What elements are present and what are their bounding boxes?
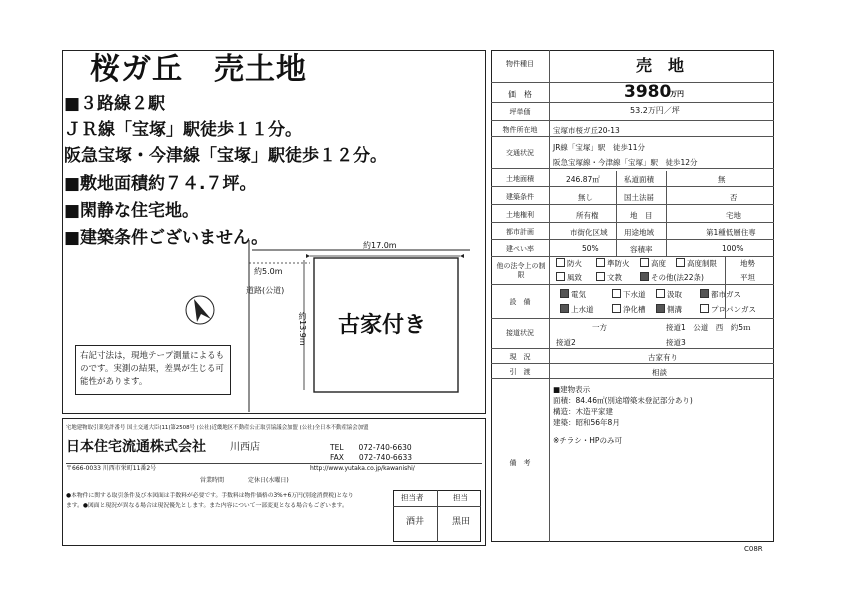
label-handover: 引 渡	[509, 368, 531, 376]
value-far: 100%	[722, 244, 744, 253]
label-chimoku: 地 目	[630, 211, 653, 220]
company-url: http://www.yutaka.co.jp/kawanishi/	[310, 465, 415, 472]
value-coverage: 50%	[582, 244, 599, 253]
flyer-line-nocond: ■建築条件ございません。	[64, 228, 269, 248]
label-zoning: 用途地域	[624, 228, 654, 237]
map-road-label: 道路(公道)	[246, 286, 285, 295]
facility-propane[interactable]: プロパンガス	[700, 304, 756, 315]
value-property-type: 売 地	[636, 56, 685, 75]
flyer-line-quiet: ■閑静な住宅地。	[64, 201, 200, 221]
flyer-title: 桜ガ丘 売土地	[90, 52, 307, 87]
value-location: 宝塚市桜ガ丘20-13	[553, 126, 620, 135]
value-road-cond-1: 接道1 公道 西 約5ｍ	[666, 323, 751, 332]
label-traffic: 交通状況	[506, 149, 534, 157]
table-inner-divider-a	[616, 171, 617, 257]
company-fax: FAX 072-740-6633	[330, 453, 413, 462]
value-handover: 相談	[652, 368, 667, 377]
staff-name-2: 黒田	[452, 517, 471, 527]
facility-city-gas[interactable]: 都市ガス	[700, 289, 741, 300]
value-road-cond-3: 接道3	[666, 338, 686, 347]
legal-item-kodo[interactable]: 高度	[640, 258, 666, 269]
remarks-built: 建築：昭和56年8月	[553, 418, 620, 427]
value-private-road: 無	[718, 175, 726, 184]
value-land-rights: 否	[730, 193, 738, 202]
value-road-cond-2: 接道2	[556, 338, 576, 347]
company-divider	[66, 463, 482, 464]
legal-item-bunkyo[interactable]: 文教	[596, 272, 622, 283]
map-depth-label: 約13.9m	[298, 312, 307, 346]
label-road-cond: 接道状況	[506, 329, 534, 337]
label-price: 価 格	[508, 90, 532, 99]
label-private-road: 私道面積	[624, 175, 654, 184]
value-traffic-hankyu: 阪急宝塚線・今津線「宝塚」駅 徒歩12分	[553, 158, 698, 167]
flyer-line-area: ■敷地面積約７４.７坪。	[64, 174, 257, 194]
company-disclaimer: ●本物件に関する取引条件及び本図面は手数料が必要です。手数料は物件価格の3%+6万円(別途消費税)となります。●図面と現況が異なる場合は現況優先とします。また内容について一部変更となる場合もございます。	[66, 493, 354, 509]
value-chimoku: 宅地	[726, 211, 741, 220]
table-inner-divider-b	[666, 171, 667, 257]
value-building-cond: 無し	[578, 193, 593, 202]
remarks-building: ■建物表示	[553, 385, 591, 394]
flyer-line-hankyu: 阪急宝塚・今津線「宝塚」駅徒歩１２分。	[64, 146, 387, 166]
label-far: 容積率	[630, 245, 653, 254]
staff-row-divider	[393, 506, 481, 507]
label-tsubo: 坪単価	[509, 108, 531, 116]
label-land-area: 土地面積	[506, 175, 534, 183]
label-legal: 他の法令上の制限	[496, 262, 546, 279]
label-land-title: 土地権利	[506, 211, 534, 219]
label-location: 物件所在地	[502, 126, 538, 134]
label-terrain: 地勢	[740, 259, 755, 268]
legal-item-junboka[interactable]: 準防火	[596, 258, 630, 269]
value-tsubo: 53.2万円／坪	[630, 106, 680, 115]
map-house-label: 古家付き	[338, 313, 427, 338]
facility-sewer[interactable]: 下水道	[612, 289, 646, 300]
value-land-title: 所有権	[576, 211, 599, 220]
document-code: C08R	[744, 545, 763, 553]
map-width-label: 約17.0m	[363, 241, 397, 250]
map-road-width: 約5.0m	[254, 267, 283, 276]
label-city-plan: 都市計画	[506, 228, 534, 236]
label-property-type: 物件種目	[506, 60, 534, 68]
label-building-cond: 建築条件	[506, 193, 534, 201]
value-current: 古家有り	[648, 353, 678, 362]
company-license: 宅地建物取引業免許番号 国土交通大臣(11)第2508号 (公社)近畿地区不動産公正取引協議会加盟 (公社)全日本不動産協会加盟	[66, 425, 369, 431]
facility-kumitori[interactable]: 汲取	[656, 289, 682, 300]
staff-col-divider	[437, 490, 438, 542]
value-price: 3980	[624, 82, 672, 102]
company-postal: 〒666-0033 川西市栄町11番2号	[66, 465, 157, 472]
flyer-line-routes: ■３路線２駅	[64, 94, 166, 114]
remarks-structure: 構造：木造平家建	[553, 407, 613, 416]
staff-header-1: 担当者	[401, 493, 424, 502]
label-coverage: 建ぺい率	[506, 245, 534, 253]
value-traffic-jr: JR線「宝塚」駅 徒歩11分	[553, 143, 645, 152]
staff-header-2: 担当	[453, 493, 468, 502]
label-remarks: 備 考	[509, 459, 531, 467]
value-price-unit: 万円	[670, 90, 684, 98]
remarks-note: ※チラシ・HPのみ可	[553, 436, 622, 445]
facility-gutter[interactable]: 側溝	[656, 304, 682, 315]
map-note: 右記寸法は，現地テープ測量によるものです。実測の結果，差異が生じる可能性があります。	[80, 351, 225, 387]
legal-item-other[interactable]: その他(法22条)	[640, 272, 704, 283]
legal-item-kodo-seigen[interactable]: 高度制限	[676, 258, 717, 269]
label-facilities: 設 備	[509, 298, 531, 306]
legal-item-boka[interactable]: 防火	[556, 258, 582, 269]
company-hours: 営業時間 定休日(水曜日)	[200, 477, 289, 484]
facility-electric[interactable]: 電気	[560, 289, 586, 300]
facility-water[interactable]: 上水道	[560, 304, 594, 315]
label-current: 現 況	[509, 353, 531, 361]
value-zoning: 第1種低層住専	[706, 228, 756, 237]
legal-item-fuchi[interactable]: 風致	[556, 272, 582, 283]
remarks-area: 面積：84.46㎡(別途増築未登記部分あり)	[553, 396, 693, 405]
company-tel: TEL 072-740-6630	[330, 443, 412, 452]
label-land-rights: 国土法届	[624, 193, 654, 202]
value-terrain: 平坦	[740, 273, 755, 282]
company-branch: 川西店	[230, 442, 260, 453]
company-name: 日本住宅流通株式会社	[66, 439, 206, 455]
value-city-plan: 市街化区域	[570, 228, 608, 237]
flyer-line-jr: ＪＲ線「宝塚」駅徒歩１１分。	[64, 120, 302, 140]
value-land-area: 246.87㎡	[566, 175, 600, 184]
staff-name-1: 酒井	[406, 517, 425, 527]
facility-septic[interactable]: 浄化槽	[612, 304, 646, 315]
value-road-cond-side: 一方	[592, 323, 607, 332]
